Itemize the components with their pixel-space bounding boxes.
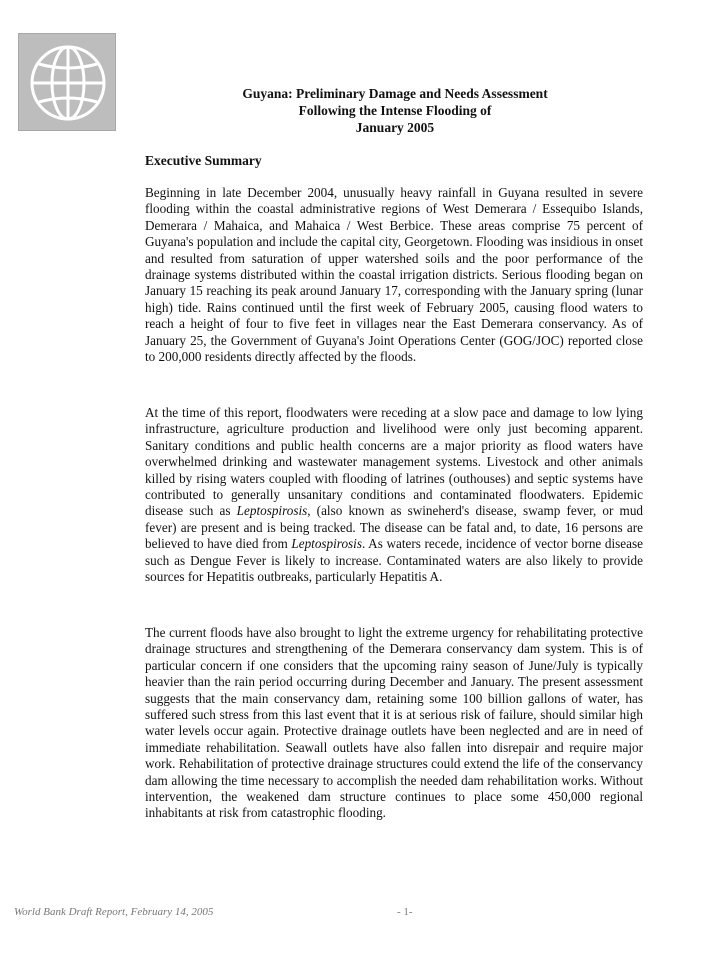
p1-run-0: Beginning in late December 2004, unusually heavy rainfall in Guyana resulted in severe flooding within the coastal administrative regions of West Demerara / Essequibo Islands, Demerara / Mahaica, and Mahaica / West Berbice. These areas comprise 75 percent of Guyana's population and include the capital city, Georgetown. Flooding was insidious in onset and resulted from saturation of upper watershed soils and the poor performance of the drainage systems distributed within the coastal irrigation districts. Serious flooding began on January 15 reaching its peak around January 17, corresponding with the January spring (lunar high) tide. Rains continued until the first week of February 2005, causing flood waters to reach a height of four to five feet in villages near the East Demerara conservancy. As of January 25, the Government of Guyana's Joint Operations Center (GOG/JOC) reported close to 200,000 residents directly affected by the floods. bbox=[145, 185, 643, 365]
title-line-2: Following the Intense Flooding of bbox=[298, 103, 492, 118]
paragraph-3 bbox=[145, 625, 643, 822]
globe-icon bbox=[19, 34, 117, 132]
p2-run-1: Leptospirosis bbox=[236, 503, 308, 519]
footer-page-number: - 1- bbox=[397, 906, 413, 918]
p3-run-0: The current floods have also brought to light the extreme urgency for rehabilitating protective drainage structures and strengthening of the Demerara conservancy dam system. This is of particular concern if one considers that the upcoming rainy season of June/July is typically heavier than the rain period occurring during December and January. The present assessment suggests that the main conservancy dam, retaining some 100 billion gallons of water, has suffered such stress from this last event that it is at serious risk of failure, should similar high water levels occur again. Protective drainage outlets have been neglected and are in need of immediate rehabilitation. Seawall outlets have also fallen into disrepair and require major work. Rehabilitation of protective drainage structures could extend the life of the conservancy dam allowing the time necessary to accomplish the needed dam rehabilitation works. Without intervention, the weakened dam structure continues to place some 450,000 regional inhabitants at risk from catastrophic flooding. bbox=[145, 625, 643, 821]
world-bank-logo bbox=[18, 33, 116, 131]
paragraph-1 bbox=[145, 185, 643, 365]
p2-run-3: Leptospirosis bbox=[291, 536, 362, 552]
title-line-3: January 2005 bbox=[355, 120, 435, 135]
title-line-1: Guyana: Preliminary Damage and Needs Assessment bbox=[242, 86, 548, 101]
p2-run-4: . As waters recede, incidence of vector borne disease such as Dengue Fever is likely to increase. Contaminated waters are also likely to provide sources for Hepatitis outbreaks, particularly Hepatitis A. bbox=[145, 536, 643, 585]
p2-run-0: At the time of this report, floodwaters were receding at a slow pace and damage to low lying infrastructure, agriculture production and livelihood were only just becoming apparent. Sanitary conditions and public health concerns are a major priority as flood waters have overwhelmed drinking and wastewater management systems. Livestock and other animals killed by rising waters coupled with flooding of latrines (outhouses) and septic systems have contributed to generally unsanitary conditions and contaminated floodwaters. Epidemic disease such as bbox=[145, 405, 643, 519]
document-title bbox=[160, 85, 630, 136]
p2-run-2: , (also known as swineherd's disease, swamp fever, or mud fever) are present and is being tracked. The disease can be fatal and, to date, 16 persons are believed to have died from bbox=[145, 503, 643, 552]
footer-report-label: World Bank Draft Report, February 14, 2005 bbox=[14, 906, 214, 918]
section-heading: Executive Summary bbox=[145, 153, 262, 168]
paragraph-2 bbox=[145, 405, 643, 585]
